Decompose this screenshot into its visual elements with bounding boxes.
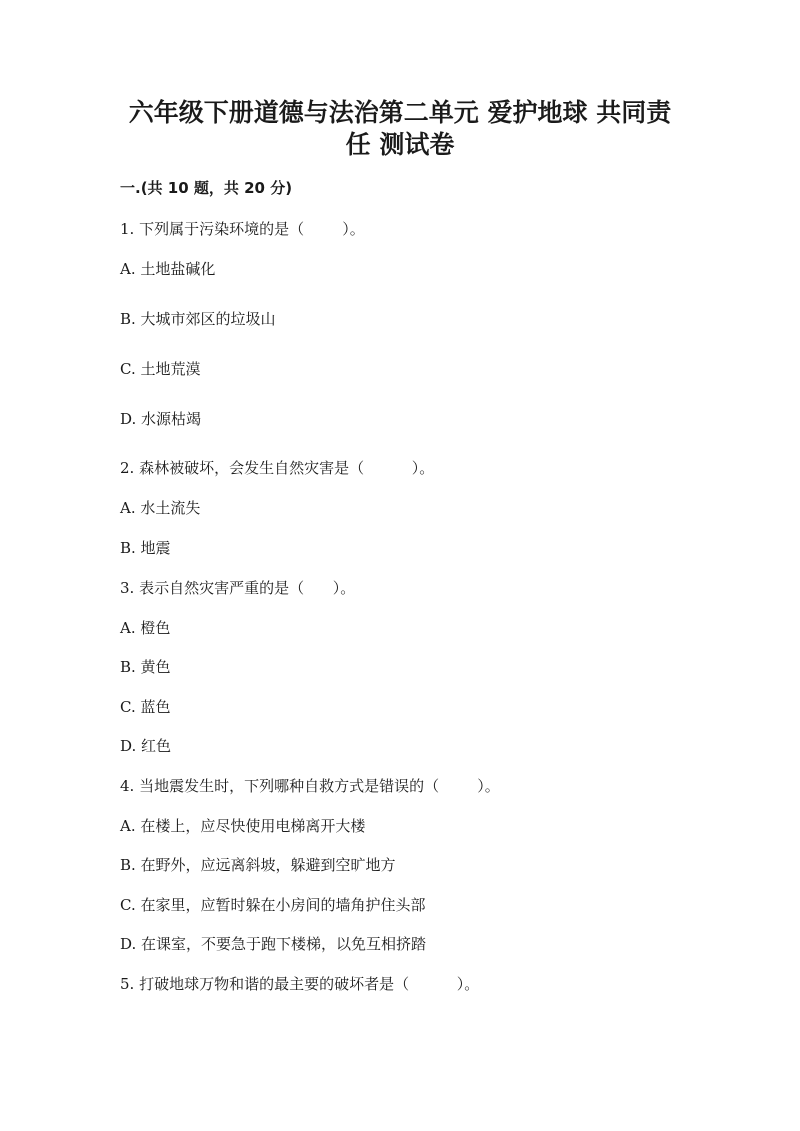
question-3-option-b: B. 黄色 <box>120 658 171 676</box>
question-3-option-a: A. 橙色 <box>120 619 171 637</box>
question-4-option-a: A. 在楼上，应尽快使用电梯离开大楼 <box>120 817 366 835</box>
question-4-option-c: C. 在家里，应暂时躲在小房间的墙角护住头部 <box>120 896 426 914</box>
question-5-stem: 5. 打破地球万物和谐的最主要的破坏者是（ ）。 <box>120 975 480 993</box>
question-2-option-a: A. 水土流失 <box>120 499 201 517</box>
question-3-stem: 3. 表示自然灾害严重的是（ ）。 <box>120 579 356 597</box>
question-1-option-d: D. 水源枯竭 <box>120 410 202 428</box>
section-heading: 一.(共 10 题，共 20 分) <box>120 179 293 197</box>
question-4-option-b: B. 在野外，应远离斜坡，躲避到空旷地方 <box>120 856 396 874</box>
question-4-stem: 4. 当地震发生时，下列哪种自救方式是错误的（ ）。 <box>120 777 500 795</box>
question-2-option-b: B. 地震 <box>120 539 171 557</box>
question-3-option-c: C. 蓝色 <box>120 698 171 716</box>
question-1-stem: 1. 下列属于污染环境的是（ ）。 <box>120 220 365 238</box>
exam-title-line-1: 六年级下册道德与法治第二单元 爱护地球 共同责 <box>128 98 672 127</box>
exam-title-line-2: 任 测试卷 <box>345 130 455 159</box>
question-1-option-c: C. 土地荒漠 <box>120 360 201 378</box>
question-4-option-d: D. 在课室，不要急于跑下楼梯，以免互相挤踏 <box>120 935 427 953</box>
question-1-option-a: A. 土地盐碱化 <box>120 260 216 278</box>
question-3-option-d: D. 红色 <box>120 737 172 755</box>
question-2-stem: 2. 森林被破坏，会发生自然灾害是（ ）。 <box>120 459 435 477</box>
question-1-option-b: B. 大城市郊区的垃圾山 <box>120 310 276 328</box>
